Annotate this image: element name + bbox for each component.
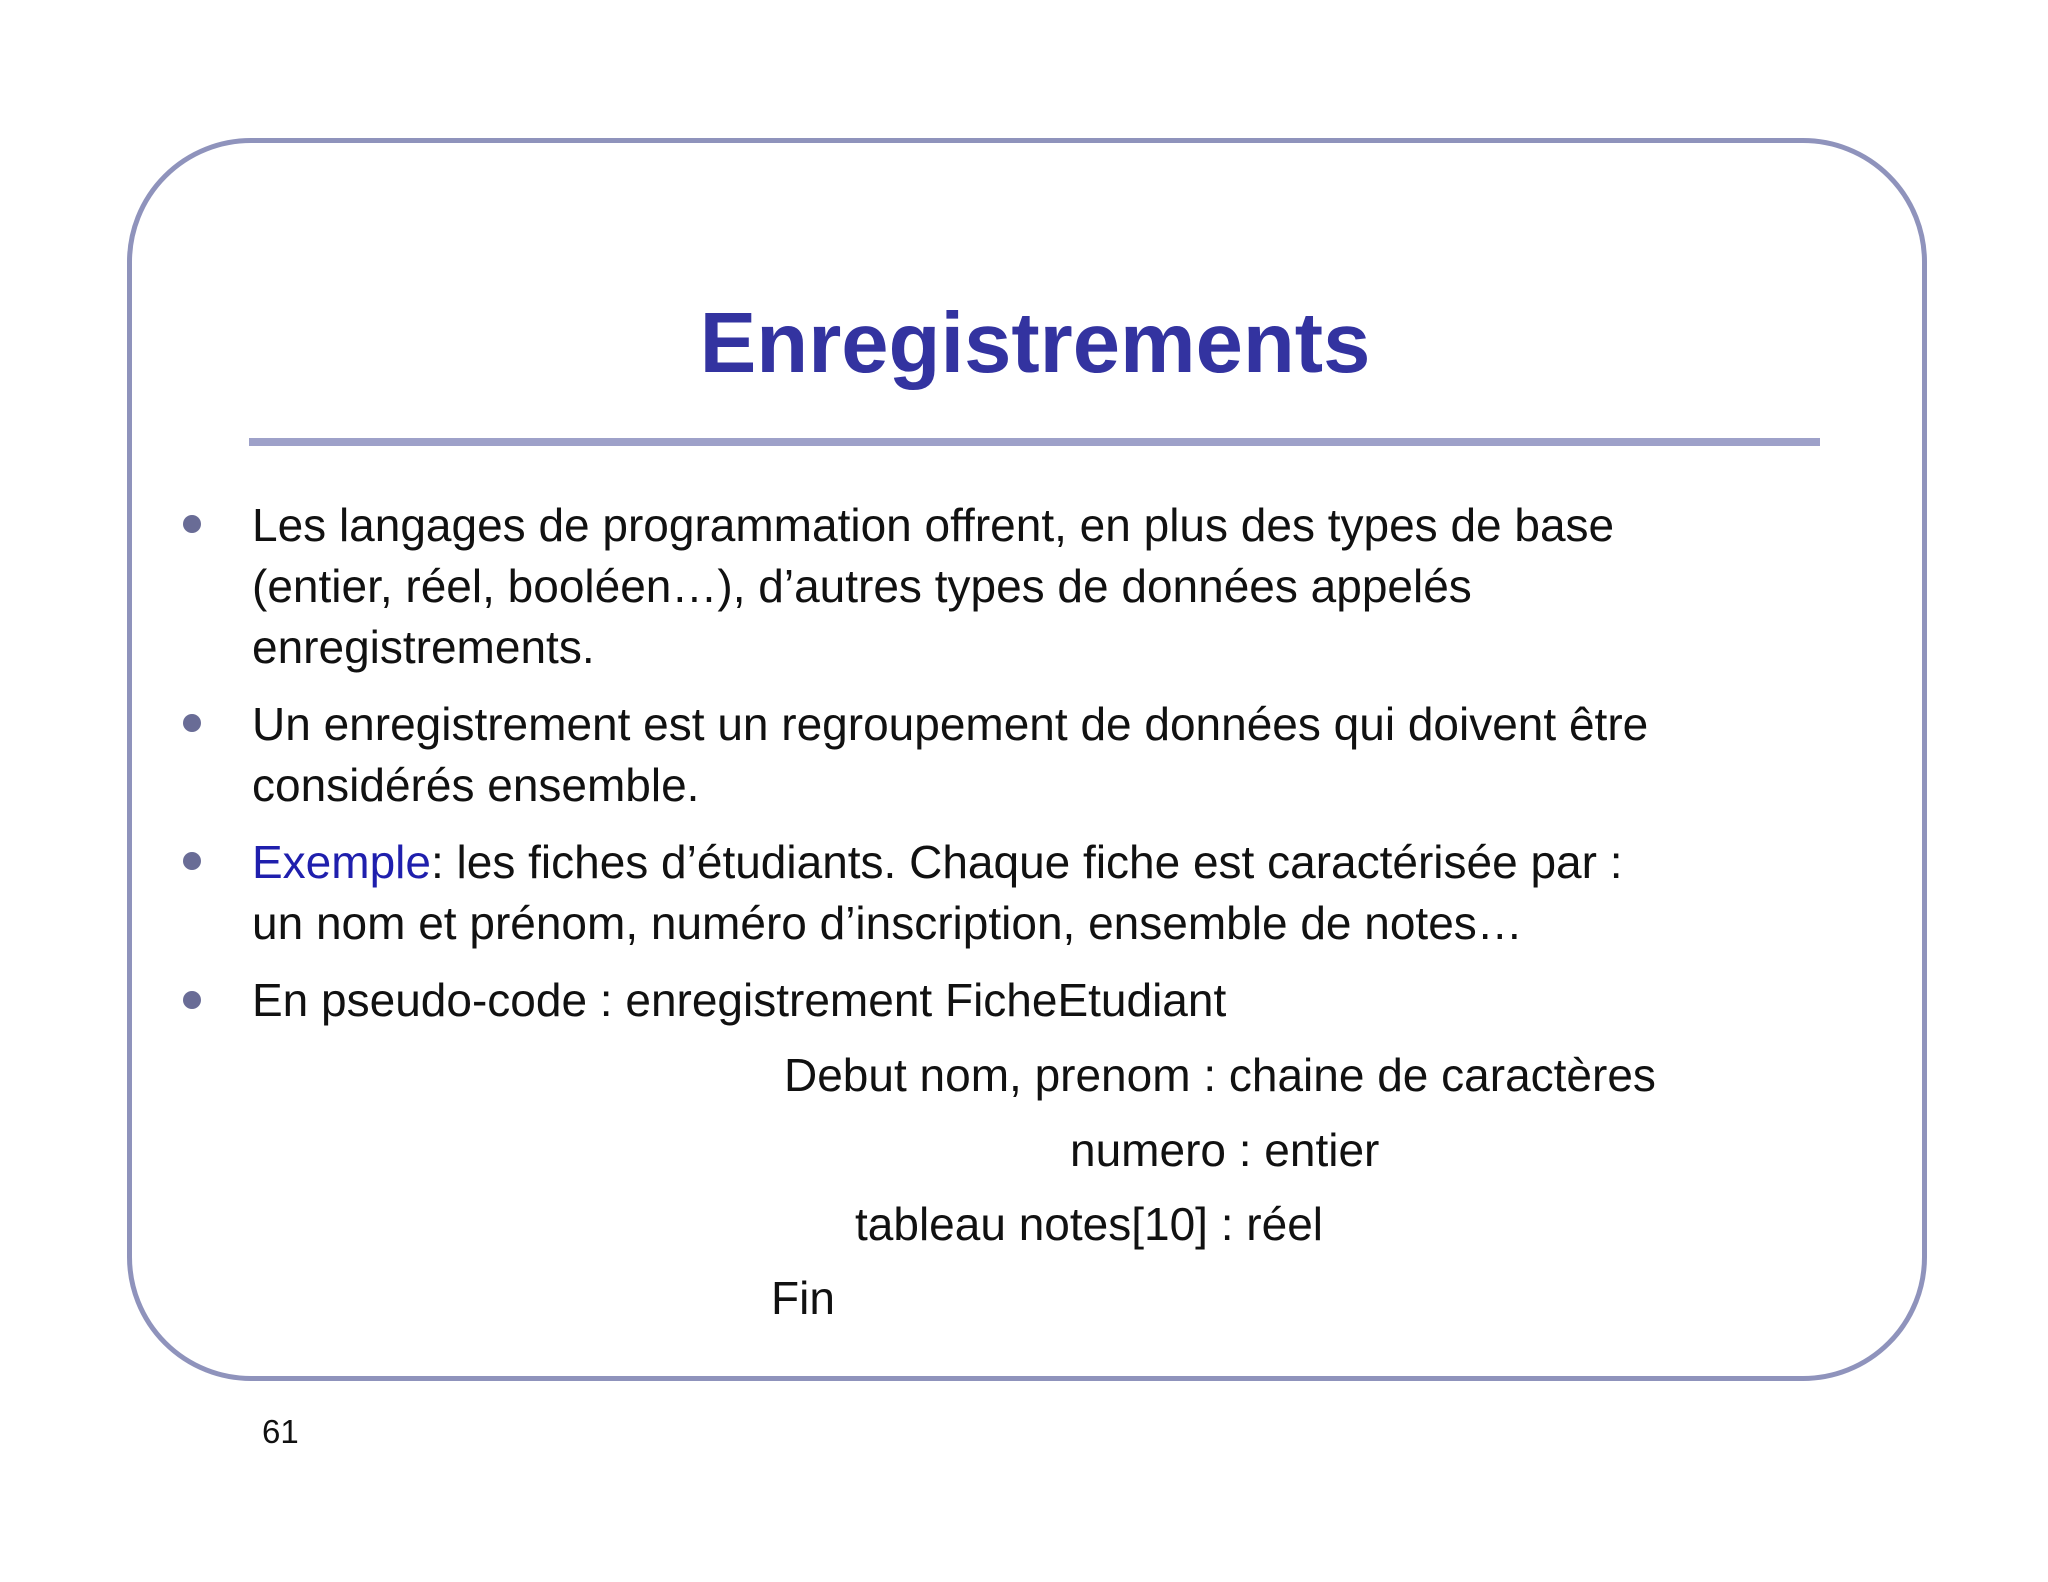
page-number: 61 — [262, 1413, 299, 1450]
bullet-4-text — [252, 970, 1852, 1031]
pseudo-code-line-1: Debut nom, prenom : chaine de caractères — [784, 1049, 1656, 1101]
slide-title: Enregistrements — [699, 296, 1371, 391]
pseudo-code-line-2: numero : entier — [1070, 1124, 1380, 1176]
bullet-2-line-1: Un enregistrement est un regroupement de données qui doivent être — [252, 698, 1649, 750]
bullet-1-line-1: Les langages de programmation offrent, en plus des types de base — [252, 499, 1615, 551]
pseudo-code-line-3: tableau notes[10] : réel — [855, 1198, 1323, 1250]
bullet-2-text — [252, 694, 1852, 816]
bullet-2-line-2: considérés ensemble. — [252, 759, 700, 811]
pseudo-code-line-4: Fin — [771, 1272, 835, 1324]
bullet-1-line-2: (entier, réel, booléen…), d’autres types de données appelés — [252, 560, 1472, 612]
bullet-3-line-1: : les fiches d’étudiants. Chaque fiche est caractérisée par : — [430, 836, 1623, 888]
bullet-3-line-2: un nom et prénom, numéro d’inscription, ensemble de notes… — [252, 897, 1523, 949]
bullet-dot-1 — [183, 515, 201, 533]
bullet-1-line-3: enregistrements. — [252, 621, 595, 673]
bullet-dot-2 — [183, 714, 201, 732]
bullet-dot-4 — [183, 991, 201, 1009]
bullet-dot-3 — [183, 852, 201, 870]
title-divider — [249, 438, 1820, 446]
example-label: Exemple — [252, 836, 431, 888]
bullet-4-line-1: En pseudo-code : enregistrement FicheEtudiant — [252, 974, 1227, 1026]
bullet-3-text — [252, 832, 1852, 954]
bullet-1-text — [252, 495, 1852, 678]
